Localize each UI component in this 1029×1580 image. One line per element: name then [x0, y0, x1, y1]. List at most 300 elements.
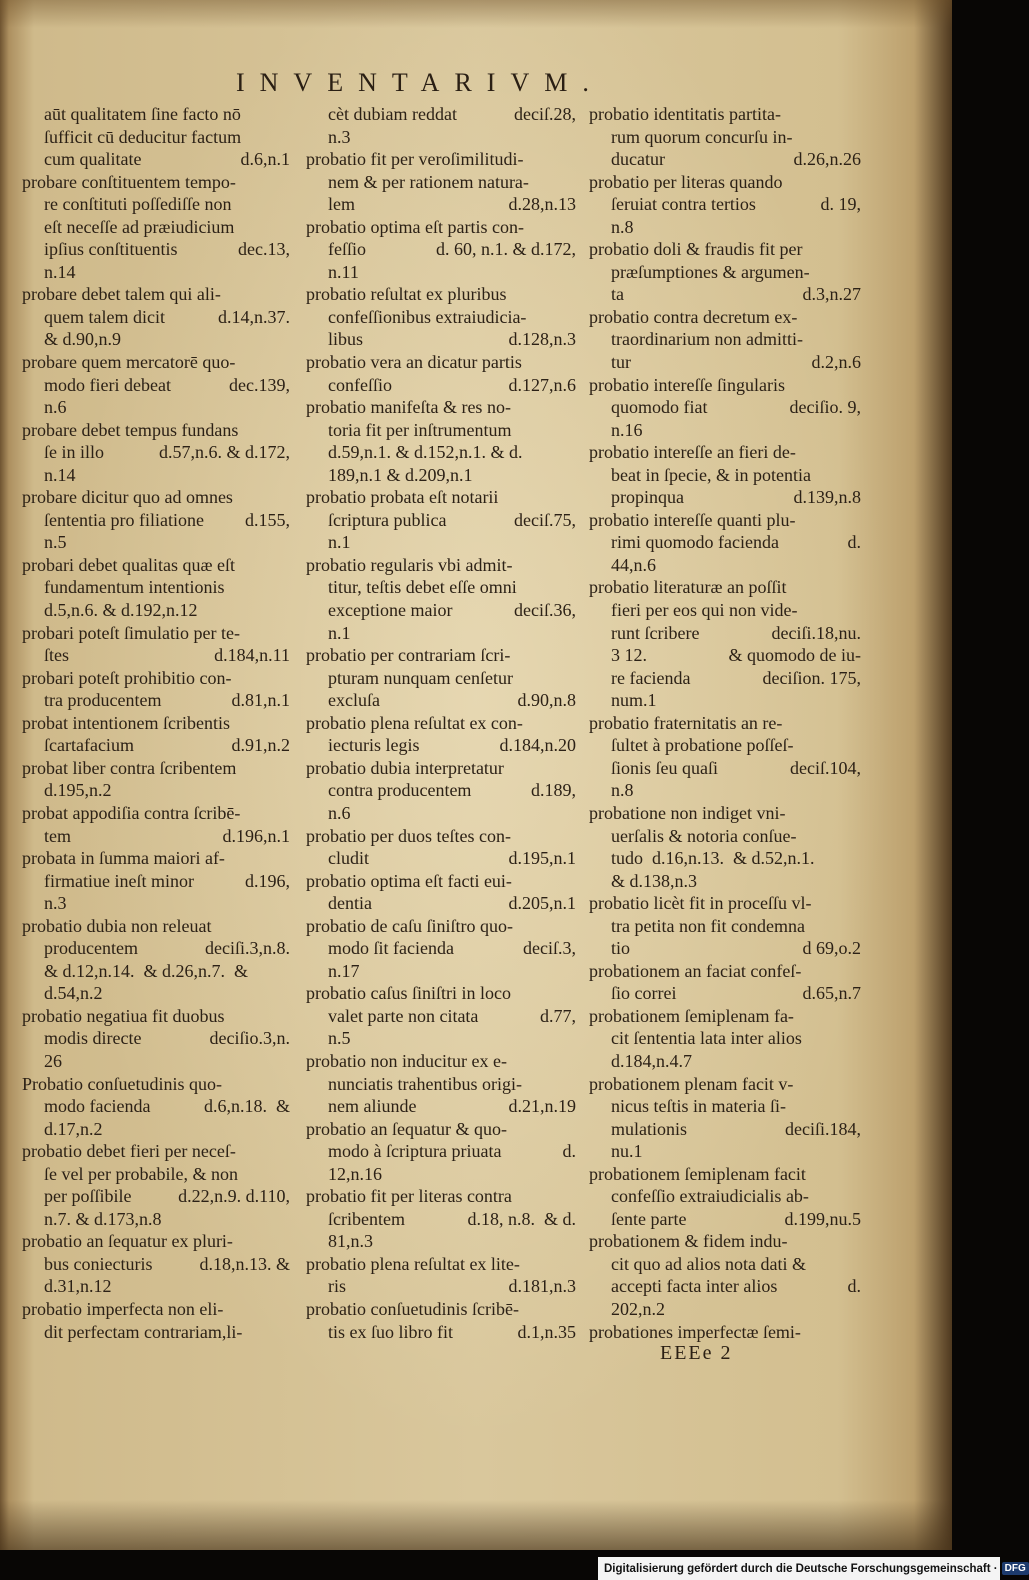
entry-line: [22, 1027, 290, 1050]
entry-reference: deciſio.3,n.: [209, 1028, 290, 1049]
entry-text: probatio negatiua fit duobus: [22, 1005, 225, 1026]
entry-line: [589, 328, 861, 351]
entry-line: [589, 464, 861, 487]
index-entry: [306, 1253, 576, 1298]
entry-line: [306, 1118, 576, 1141]
entry-line: [22, 802, 290, 825]
entry-reference: d.199,nu.5: [784, 1208, 861, 1229]
entry-line: [22, 464, 290, 487]
index-column-1: [22, 103, 290, 1343]
entry-text: libus: [328, 329, 364, 350]
entry-line: [589, 1275, 861, 1298]
entry-text: excluſa: [328, 690, 380, 711]
entry-reference: d.: [847, 1276, 861, 1297]
entry-line: [22, 216, 290, 239]
entry-text: probatio caſus ſiniſtri in loco: [306, 983, 511, 1004]
entry-text: ſtes: [44, 645, 69, 666]
entry-line: [22, 419, 290, 442]
entry-text: n.1: [328, 622, 351, 643]
entry-line: [22, 126, 290, 149]
entry-line: [589, 1208, 861, 1231]
entry-text: probatio intereſſe quanti plu-: [589, 509, 796, 530]
entry-line: [306, 689, 576, 712]
entry-line: [589, 1027, 861, 1050]
entry-text: ſente parte: [611, 1208, 687, 1229]
entry-text: probatio intereſſe an fieri de-: [589, 442, 796, 463]
entry-line: [306, 1185, 576, 1208]
entry-line: [306, 171, 576, 194]
entry-line: [22, 1163, 290, 1186]
index-entry: [306, 554, 576, 644]
entry-text: probatio plena reſultat ex con-: [306, 712, 523, 733]
entry-line: [306, 464, 576, 487]
entry-line: [22, 825, 290, 848]
entry-line: [306, 374, 576, 397]
entry-line: [22, 238, 290, 261]
entry-line: [589, 171, 861, 194]
entry-line: [306, 1163, 576, 1186]
entry-reference: d.155,: [245, 509, 290, 530]
entry-reference: d. 60, n.1. & d.172,: [435, 239, 576, 260]
entry-text: feſſio: [328, 239, 366, 260]
index-entry: [589, 576, 861, 711]
entry-reference: d.: [562, 1141, 576, 1162]
entry-line: [22, 1230, 290, 1253]
entry-line: [22, 328, 290, 351]
entry-text: bus coniecturis: [44, 1253, 153, 1274]
entry-line: [306, 283, 576, 306]
entry-line: [589, 870, 861, 893]
entry-line: [306, 1050, 576, 1073]
entry-line: [306, 1095, 576, 1118]
index-entry: [22, 419, 290, 487]
entry-line: [589, 486, 861, 509]
entry-line: [22, 441, 290, 464]
index-entry: [22, 757, 290, 802]
entry-text: 3 12.: [611, 645, 647, 666]
entry-line: [306, 915, 576, 938]
entry-text: probatio conſuetudinis ſcribē-: [306, 1298, 519, 1319]
entry-line: [306, 779, 576, 802]
entry-line: [589, 238, 861, 261]
entry-text: probata in ſumma maiori af-: [22, 848, 225, 869]
entry-line: [589, 126, 861, 149]
entry-reference: d.184,n.11: [214, 645, 290, 666]
entry-text: tis ex ſuo libro fit: [328, 1321, 453, 1342]
entry-text: n.8: [611, 780, 634, 801]
entry-text: probatio an ſequatur & quo-: [306, 1118, 507, 1139]
entry-text: probatio dubia interpretatur: [306, 757, 504, 778]
entry-line: [22, 667, 290, 690]
entry-text: ſcartafacium: [44, 735, 134, 756]
index-entry: [22, 622, 290, 667]
entry-line: [589, 216, 861, 239]
entry-line: [589, 1005, 861, 1028]
entry-text: probat appodiſia contra ſcribē-: [22, 802, 241, 823]
entry-line: [22, 960, 290, 983]
entry-text: probari poteſt ſimulatio per te-: [22, 622, 240, 643]
index-entry: [22, 1073, 290, 1141]
entry-line: [306, 802, 576, 825]
entry-line: [589, 1321, 861, 1344]
entry-line: [306, 1073, 576, 1096]
index-entry: [589, 1005, 861, 1073]
entry-reference: deciſ.75,: [514, 509, 576, 530]
entry-line: [22, 1118, 290, 1141]
entry-text: ſe in illo: [44, 442, 104, 463]
entry-line: [306, 870, 576, 893]
entry-text: probare dicitur quo ad omnes: [22, 487, 233, 508]
entry-text: probatio regularis vbi admit-: [306, 554, 513, 575]
entry-line: [589, 644, 861, 667]
entry-text: ſultet à probatione poſſeſ-: [611, 735, 794, 756]
entry-line: [22, 148, 290, 171]
entry-line: [589, 1253, 861, 1276]
entry-text: n.6: [44, 397, 67, 418]
entry-text: quomodo fiat: [611, 397, 708, 418]
index-entry: [589, 509, 861, 577]
index-entry: [589, 712, 861, 802]
entry-text: n.8: [611, 216, 634, 237]
entry-line: [306, 937, 576, 960]
entry-text: tra producentem: [44, 690, 162, 711]
entry-line: [22, 1253, 290, 1276]
entry-text: titur, teſtis debet eſſe omni: [328, 577, 517, 598]
entry-reference: d.205,n.1: [508, 893, 576, 914]
entry-line: [22, 892, 290, 915]
entry-line: [22, 396, 290, 419]
entry-text: probare quem mercatorē quo-: [22, 352, 236, 373]
entry-line: [589, 1118, 861, 1141]
entry-text: quem talem dicit: [44, 306, 165, 327]
entry-reference: deciſi.18,nu.: [771, 622, 861, 643]
entry-reference: deciſio. 9,: [789, 397, 861, 418]
entry-text: d.5,n.6. & d.192,n.12: [44, 600, 198, 621]
entry-reference: d.2,n.6: [811, 352, 861, 373]
entry-text: probatio per literas quando: [589, 171, 783, 192]
entry-line: [589, 802, 861, 825]
entry-text: probatio literaturæ an poſſit: [589, 577, 787, 598]
entry-text: probatio an ſequatur ex pluri-: [22, 1231, 233, 1252]
entry-line: [306, 712, 576, 735]
entry-text: n.14: [44, 261, 76, 282]
entry-text: cit ſententia lata inter alios: [611, 1028, 802, 1049]
entry-text: rimi quomodo facienda: [611, 532, 779, 553]
entry-line: [22, 847, 290, 870]
entry-line: [306, 1027, 576, 1050]
entry-line: [589, 960, 861, 983]
entry-line: [22, 1275, 290, 1298]
entry-line: [306, 622, 576, 645]
entry-text: 202,n.2: [611, 1298, 665, 1319]
index-entry: [589, 374, 861, 442]
credit-text: Digitalisierung gefördert durch die Deutsche Forschungsgemeinschaft ·: [604, 1562, 998, 1575]
entry-line: [589, 1230, 861, 1253]
entry-text: ſcriptura publica: [328, 509, 447, 530]
entry-line: [306, 734, 576, 757]
index-entry: [306, 283, 576, 351]
entry-reference: d.3,n.27: [802, 284, 861, 305]
entry-line: [589, 1298, 861, 1321]
entry-line: [306, 396, 576, 419]
entry-line: [589, 779, 861, 802]
entry-text: probari poteſt prohibitio con-: [22, 667, 232, 688]
entry-line: [306, 554, 576, 577]
entry-line: [22, 486, 290, 509]
entry-line: [22, 870, 290, 893]
entry-text: 189,n.1 & d.209,n.1: [328, 464, 473, 485]
entry-line: [22, 757, 290, 780]
entry-line: [306, 351, 576, 374]
entry-line: [22, 351, 290, 374]
entry-reference: deciſi.184,: [785, 1118, 861, 1139]
entry-line: [306, 892, 576, 915]
catchword: EEEe 2: [660, 1342, 733, 1364]
entry-text: contra producentem: [328, 780, 472, 801]
entry-line: [589, 1140, 861, 1163]
entry-text: probatio optima eſt partis con-: [306, 216, 524, 237]
entry-line: [589, 915, 861, 938]
entry-reference: d.90,n.8: [517, 690, 576, 711]
entry-line: [22, 531, 290, 554]
entry-reference: d.189,: [531, 780, 576, 801]
index-entry: [22, 1298, 290, 1343]
entry-text: d.184,n.4.7: [611, 1050, 692, 1071]
entry-text: propinqua: [611, 487, 684, 508]
entry-line: [22, 1005, 290, 1028]
entry-text: tudo d.16,n.13. & d.52,n.1.: [611, 848, 815, 869]
entry-reference: d.1,n.35: [517, 1321, 576, 1342]
entry-text: tio: [611, 938, 631, 959]
entry-line: [306, 126, 576, 149]
entry-text: probatio optima eſt facti eui-: [306, 870, 512, 891]
entry-line: [306, 148, 576, 171]
index-entry: [589, 892, 861, 960]
entry-text: probatio debet fieri per neceſ-: [22, 1141, 236, 1162]
entry-line: [589, 847, 861, 870]
index-entry: [306, 757, 576, 825]
entry-line: [589, 1185, 861, 1208]
index-entry: [22, 712, 290, 757]
entry-line: [22, 712, 290, 735]
entry-text: d.17,n.2: [44, 1118, 103, 1139]
entry-reference: d.57,n.6. & d.172,: [158, 442, 290, 463]
entry-text: probatio probata eſt notarii: [306, 487, 499, 508]
entry-text: 12,n.16: [328, 1163, 382, 1184]
entry-line: [22, 734, 290, 757]
entry-line: [306, 960, 576, 983]
index-entry: [589, 1163, 861, 1231]
entry-reference: d.81,n.1: [231, 690, 290, 711]
entry-line: [22, 193, 290, 216]
entry-text: probatio non inducitur ex e-: [306, 1050, 507, 1071]
entry-line: [22, 1073, 290, 1096]
entry-text: tem: [44, 825, 71, 846]
entry-text: per poſſibile: [44, 1186, 132, 1207]
index-entry: [589, 171, 861, 239]
index-entry: [589, 306, 861, 374]
running-head: INVENTARIVM.: [236, 68, 604, 97]
entry-line: [22, 103, 290, 126]
entry-reference: d.196,: [245, 870, 290, 891]
entry-line: [306, 982, 576, 1005]
entry-text: probatio per duos teſtes con-: [306, 825, 511, 846]
entry-reference: & quomodo de iu-: [728, 645, 861, 666]
entry-text: ſe vel per probabile, & non: [44, 1163, 238, 1184]
entry-text: uerſalis & notoria conſue-: [611, 825, 797, 846]
entry-text: modo fieri debeat: [44, 374, 171, 395]
entry-text: cit quo ad alios nota dati &: [611, 1253, 806, 1274]
entry-line: [306, 441, 576, 464]
entry-line: [22, 779, 290, 802]
entry-text: probare debet talem qui ali-: [22, 284, 221, 305]
entry-line: [22, 554, 290, 577]
entry-line: [589, 283, 861, 306]
entry-reference: d.21,n.19: [508, 1096, 576, 1117]
entry-text: re facienda: [611, 667, 691, 688]
entry-text: probationes imperfectæ ſemi-: [589, 1321, 801, 1342]
entry-text: probationem plenam facit v-: [589, 1073, 794, 1094]
entry-text: tur: [611, 352, 631, 373]
entry-reference: d.127,n.6: [508, 374, 576, 395]
entry-line: [589, 261, 861, 284]
entry-text: re conſtituti poſſediſſe non: [44, 194, 232, 215]
entry-text: probatione non indiget vni-: [589, 802, 786, 823]
entry-text: rum quorum concurſu in-: [611, 126, 793, 147]
entry-reference: d.14,n.37.: [218, 306, 290, 327]
entry-text: nu.1: [611, 1141, 643, 1162]
entry-reference: dec.13,: [238, 239, 290, 260]
entry-text: probatio per contrariam ſcri-: [306, 645, 511, 666]
index-entry: [306, 870, 576, 915]
entry-line: [306, 847, 576, 870]
entry-line: [589, 1050, 861, 1073]
entry-text: probatio intereſſe ſingularis: [589, 374, 785, 395]
index-entry: [22, 667, 290, 712]
entry-line: [306, 1208, 576, 1231]
entry-text: probatio reſultat ex pluribus: [306, 284, 507, 305]
entry-line: [589, 734, 861, 757]
entry-reference: deciſ.36,: [514, 600, 576, 621]
index-entry: [589, 960, 861, 1005]
index-entry: [589, 1230, 861, 1320]
entry-reference: d.91,n.2: [231, 735, 290, 756]
index-entry: [306, 825, 576, 870]
entry-line: [589, 554, 861, 577]
entry-line: [306, 644, 576, 667]
entry-reference: d.195,n.1: [508, 848, 576, 869]
entry-text: ipſius conſtituentis: [44, 239, 178, 260]
index-entry: [306, 148, 576, 216]
dfg-logo: DFG: [1002, 1562, 1029, 1575]
entry-line: [306, 193, 576, 216]
entry-text: lem: [328, 194, 355, 215]
entry-text: ſeruiat contra tertios: [611, 194, 756, 215]
entry-reference: d.184,n.20: [499, 735, 576, 756]
entry-text: fundamentum intentionis: [44, 577, 225, 598]
index-entry: [22, 103, 290, 171]
entry-text: 44,n.6: [611, 554, 656, 575]
entry-text: & d.90,n.9: [44, 329, 122, 350]
entry-text: probatio licèt fit in proceſſu vl-: [589, 893, 812, 914]
entry-line: [589, 825, 861, 848]
entry-text: probatio imperfecta non eli-: [22, 1298, 224, 1319]
entry-text: 81,n.3: [328, 1231, 373, 1252]
entry-reference: d.: [847, 532, 861, 553]
entry-line: [306, 486, 576, 509]
entry-text: mulationis: [611, 1118, 687, 1139]
index-entry: [22, 283, 290, 351]
entry-text: probationem an faciat confeſ-: [589, 960, 802, 981]
entry-line: [306, 1298, 576, 1321]
entry-reference: deciſ.104,: [790, 757, 861, 778]
entry-text: nem & per rationem natura-: [328, 171, 529, 192]
entry-line: [306, 261, 576, 284]
entry-line: [589, 712, 861, 735]
entry-text: firmatiue ineſt minor: [44, 870, 194, 891]
entry-text: nunciatis trahentibus origi-: [328, 1073, 522, 1094]
entry-line: [589, 351, 861, 374]
index-entry: [22, 171, 290, 284]
entry-line: [589, 509, 861, 532]
entry-line: [306, 328, 576, 351]
entry-text: probatio manifeſta & res no-: [306, 397, 511, 418]
entry-text: nem aliunde: [328, 1096, 417, 1117]
entry-text: aūt qualitatem ſine facto nō: [44, 104, 241, 124]
entry-line: [22, 915, 290, 938]
entry-line: [306, 419, 576, 442]
entry-line: [22, 622, 290, 645]
entry-line: [306, 1005, 576, 1028]
index-entry: [306, 1185, 576, 1253]
entry-reference: d.18, n.8. & d.: [467, 1208, 576, 1229]
index-entry: [22, 1140, 290, 1230]
entry-text: confeſſio: [328, 374, 392, 395]
index-entry: [306, 712, 576, 757]
entry-text: & d.12,n.14. & d.26,n.7. &: [44, 960, 249, 981]
entry-reference: deciſion. 175,: [762, 667, 861, 688]
entry-line: [22, 1140, 290, 1163]
entry-reference: d.28,n.13: [508, 194, 576, 215]
entry-text: d.54,n.2: [44, 983, 103, 1004]
index-entry: [589, 238, 861, 306]
entry-line: [22, 689, 290, 712]
index-entry: [306, 216, 576, 284]
entry-text: runt ſcribere: [611, 622, 700, 643]
entry-text: ſufficit cū deducitur factum: [44, 126, 242, 147]
entry-line: [306, 825, 576, 848]
entry-text: probatio fit per literas contra: [306, 1186, 512, 1207]
entry-line: [22, 171, 290, 194]
entry-text: ris: [328, 1276, 346, 1297]
entry-text: cèt dubiam reddat: [328, 104, 457, 124]
entry-reference: d.139,n.8: [793, 487, 861, 508]
entry-reference: d.65,n.7: [802, 983, 861, 1004]
entry-text: n.3: [44, 893, 67, 914]
entry-text: n.7. & d.173,n.8: [44, 1208, 162, 1229]
entry-line: [22, 982, 290, 1005]
entry-line: [22, 576, 290, 599]
entry-line: [306, 1275, 576, 1298]
entry-text: probatio vera an dicatur partis: [306, 352, 522, 373]
entry-text: probat intentionem ſcribentis: [22, 712, 230, 733]
entry-text: n.11: [328, 261, 359, 282]
entry-text: ducatur: [611, 149, 665, 170]
entry-line: [22, 306, 290, 329]
entry-text: accepti facta inter alios: [611, 1276, 778, 1297]
entry-reference: d.6,n.18. &: [203, 1096, 290, 1117]
entry-text: confeſſio extraiudicialis ab-: [611, 1186, 809, 1207]
